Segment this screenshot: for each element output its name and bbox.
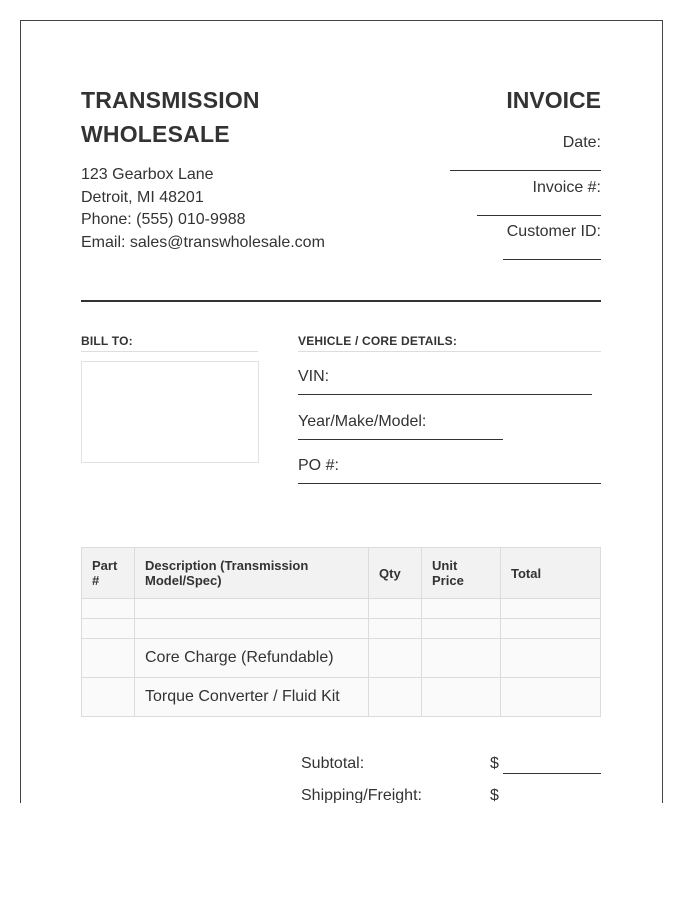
line-items-table [81, 547, 601, 717]
invoice-number-line [477, 215, 601, 216]
cell-qty[interactable] [369, 678, 422, 717]
shipping-currency: $ [490, 787, 499, 803]
vehicle-details-heading: VEHICLE / CORE DETAILS: [298, 334, 601, 352]
col-header-qty: Qty [369, 548, 422, 599]
table-row [82, 619, 601, 639]
address-line-2: Detroit, MI 48201 [81, 188, 204, 206]
cell-total[interactable] [501, 599, 601, 619]
subtotal-row[interactable] [301, 755, 601, 787]
cell-unit-price[interactable] [422, 678, 501, 717]
cell-part[interactable] [82, 599, 135, 619]
vin-line [298, 394, 592, 395]
company-name: TRANSMISSION WHOLESALE [81, 87, 260, 147]
customer-id-field[interactable] [507, 221, 601, 266]
po-number-line [298, 483, 601, 484]
cell-unit-price[interactable] [422, 599, 501, 619]
date-line [450, 170, 601, 171]
subtotal-currency: $ [490, 755, 499, 772]
invoice-number-field[interactable] [507, 177, 601, 222]
cell-description[interactable]: Core Charge (Refundable) [135, 639, 369, 678]
invoice-title: INVOICE [506, 87, 601, 113]
invoice-meta [507, 132, 601, 266]
company-address [81, 164, 325, 254]
table-row [82, 678, 601, 717]
col-header-unit-price: Unit Price [422, 548, 501, 599]
cell-part[interactable] [82, 678, 135, 717]
year-make-model-label: Year/Make/Model: [298, 413, 427, 430]
table-header-row [82, 548, 601, 599]
cell-description[interactable] [135, 619, 369, 639]
cell-total[interactable] [501, 639, 601, 678]
invoice-sheet [20, 20, 663, 803]
customer-id-line [503, 259, 601, 260]
table-row [82, 639, 601, 678]
cell-description[interactable] [135, 599, 369, 619]
year-make-model-line [298, 439, 503, 440]
shipping-label: Shipping/Freight: [301, 787, 422, 803]
customer-id-label: Customer ID: [506, 223, 601, 240]
header-divider [81, 300, 601, 302]
cell-total[interactable] [501, 678, 601, 717]
po-number-label: PO #: [298, 457, 339, 474]
cell-part[interactable] [82, 619, 135, 639]
po-number-field[interactable] [298, 457, 601, 484]
subtotal-line [503, 773, 601, 774]
totals-section [301, 755, 601, 803]
cell-total[interactable] [501, 619, 601, 639]
vin-field[interactable] [298, 368, 592, 395]
invoice-number-label: Invoice #: [532, 178, 601, 196]
company-email: Email: sales@transwholesale.com [81, 233, 325, 251]
vin-label: VIN: [298, 368, 330, 385]
col-header-description: Description (Transmission Model/Spec) [135, 548, 369, 599]
shipping-row[interactable] [301, 787, 601, 803]
address-line-1: 123 Gearbox Lane [81, 166, 214, 183]
date-label: Date: [562, 134, 601, 151]
cell-qty[interactable] [369, 619, 422, 639]
col-header-total: Total [501, 548, 601, 599]
date-field[interactable] [507, 132, 601, 177]
cell-qty[interactable] [369, 599, 422, 619]
subtotal-label: Subtotal: [301, 755, 365, 772]
table-row [82, 599, 601, 619]
cell-description[interactable]: Torque Converter / Fluid Kit [135, 678, 369, 717]
company-phone: Phone: (555) 010-9988 [81, 211, 246, 228]
col-header-part: Part # [82, 548, 135, 599]
cell-unit-price[interactable] [422, 639, 501, 678]
year-make-model-field[interactable] [298, 413, 503, 440]
cell-qty[interactable] [369, 639, 422, 678]
bill-to-heading: BILL TO: [81, 334, 258, 352]
bill-to-box[interactable] [81, 361, 259, 463]
cell-unit-price[interactable] [422, 619, 501, 639]
cell-part[interactable] [82, 639, 135, 678]
